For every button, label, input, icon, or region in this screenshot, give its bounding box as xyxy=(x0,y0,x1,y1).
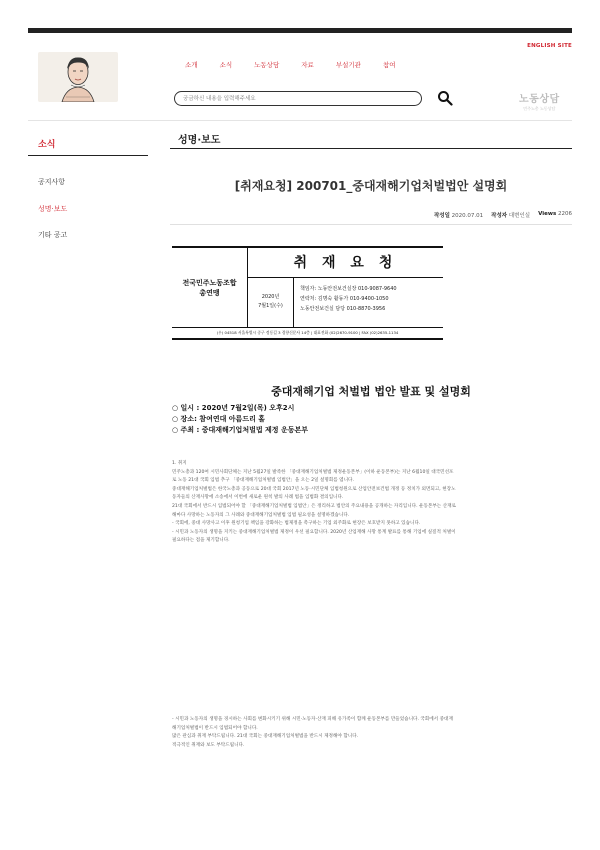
body-paragraph: 중대재해기업처벌법은 한국노총과 공동으로 20대 국회 2017년 노동·시민단체 입법청원으로 산업안전보건법 개정 등 정치가 외면되고, 현장노동자들의 산재사망에 소송에서 이번에 새로운 원칙 발의 사례 법을 입법화 결의입니다. xyxy=(172,486,456,501)
doc-contact-line: 연락처: 김명숙 활동가 010-9400-1050 xyxy=(300,296,389,302)
nav-item-participate[interactable]: 참여 xyxy=(382,61,396,69)
views-label: Views xyxy=(538,211,557,217)
press-release-header xyxy=(172,246,443,338)
info-datetime: ○ 일시 : 2020년 7월2일(목) 오후2시 xyxy=(172,404,295,412)
post-title: [취재요청] 200701_중대재해기업처벌법안 설명회 xyxy=(234,179,508,193)
doc-title: 취 재 요 청 xyxy=(248,248,443,278)
search-icon xyxy=(437,90,453,106)
doc-date-day: 7월1일(수) xyxy=(258,303,283,309)
sidebar-item-statements[interactable]: 성명·보도 xyxy=(38,205,68,213)
doc-body-section2 xyxy=(172,716,457,750)
doc-body-section1 xyxy=(172,460,457,546)
nav-item-intro[interactable]: 소개 xyxy=(185,61,198,69)
portrait-icon xyxy=(38,52,118,102)
sidebar-item-notices[interactable]: 공지사항 xyxy=(38,178,66,186)
body-paragraph: - 국회에, 중대 사망사고 이후 원청기업 책임을 강화하는 법제정을 촉구하는 기업 외주화로 현장은 보호받지 못하고 있습니다. xyxy=(172,521,421,527)
doc-date xyxy=(248,278,294,327)
nav-item-news[interactable]: 소식 xyxy=(219,61,233,69)
doc-contact-line: 책임자: 노동안전보건실장 010-9087-9640 xyxy=(300,286,397,292)
meta-divider xyxy=(170,224,572,225)
body-paragraph: 많은 관심과 취재 부탁드립니다. 21대 국회는 중대재해기업처벌법을 반드시 제정해야 합니다. xyxy=(172,734,359,740)
author-label: 작성자 xyxy=(491,213,508,219)
body-paragraph: 21대 국회에서 반드시 입법되어야 할 「중대재해기업처벌법 입법안」은 정리하고 법안의 주요내용을 공개하는 자리입니다. 운동본부는 산재로 해마다 사망하는 노동자의 그 사례와 중대재해기업처벌법 입법 필요성을 설명하겠습니다. xyxy=(172,503,456,518)
info-place: ○ 장소: 참여연대 아름드리 홀 xyxy=(172,415,266,423)
post-date: 2020.07.01 xyxy=(451,213,484,219)
doc-org xyxy=(172,248,248,327)
body-paragraph: 1. 취지 xyxy=(172,461,187,466)
date-label: 작성일 xyxy=(433,213,450,219)
body-paragraph: - 시민과 노동자의 생명을 지키는 중대재해기업처벌법 제정이 우선 필요합니다. 2020년 산업재해 사망 통계 발표를 통해 기업에 실질적 처벌이 필요하다는 점을 제기합니다. xyxy=(172,529,456,544)
doc-main xyxy=(248,248,443,327)
body-paragraph: 적극적인 취재와 보도 부탁드립니다. xyxy=(172,742,245,748)
doc-contacts xyxy=(300,284,397,314)
page-title: 성명·보도 xyxy=(178,135,221,146)
title-divider xyxy=(170,148,572,149)
counsel-logo-title: 노동상담 xyxy=(519,94,560,105)
post-meta xyxy=(434,211,572,219)
main-nav xyxy=(185,60,396,69)
top-bar xyxy=(28,28,572,33)
sidebar-title: 소식 xyxy=(38,140,56,150)
counsel-logo-subtitle: 민주노총 노동상담 xyxy=(523,106,556,111)
doc-date-year: 2020년 xyxy=(261,294,280,300)
doc-heading: 중대재해기업 처벌법 법안 발표 및 설명회 xyxy=(271,385,471,398)
nav-item-affiliates[interactable]: 부설기관 xyxy=(335,61,361,69)
body-paragraph: - 시민과 노동자의 생명을 경시하는 사회를 변화시키기 위해 시민·노동자·산재 피해 유가족이 함께 운동본부를 만들었습니다. 국회에서 중대재해기업처벌법이 반드시 입법되어야 합니다. xyxy=(172,717,453,731)
doc-address: (우) 04518 서울특별시 중구 정동길 3 경향신문사 14층 | 대표전화 (02)2670-9100 | FAX (02)2635-1134 xyxy=(172,327,443,340)
counsel-logo[interactable] xyxy=(519,90,560,112)
info-host: ○ 주최 : 중대재해기업처벌법 제정 운동본부 xyxy=(172,426,309,434)
sidebar-item-other-notices[interactable]: 기타 공고 xyxy=(38,231,68,239)
doc-org-line1: 전국민주노동조합 xyxy=(182,278,237,287)
search-button[interactable] xyxy=(437,90,453,106)
body-paragraph: 민주노총과 120여 시민사회단체는 지난 5월27일 발족한 「중대재해기업처벌법 제정운동본부」(이하 운동본부)는 지난 6월10일 대국민선포로 노동 21대 국회 입법 추구 「중대재해기업처벌법 입법안」을 오는 2일 설명회를 엽니다. xyxy=(172,469,454,484)
sidebar-divider xyxy=(28,155,148,156)
search-input[interactable] xyxy=(174,91,422,106)
header-divider xyxy=(28,120,572,121)
doc-contact-line: 노동안전보건실 담당 010-8870-3956 xyxy=(300,306,386,312)
doc-org-line2: 총연맹 xyxy=(199,288,220,297)
post-views: 2206 xyxy=(558,211,572,217)
nav-item-resources[interactable]: 자료 xyxy=(301,61,314,69)
post-author: 대변인실 xyxy=(508,213,531,219)
nav-item-counsel[interactable]: 노동상담 xyxy=(254,61,280,69)
english-site-link[interactable]: ENGLISH SITE xyxy=(527,43,572,49)
portrait-illustration xyxy=(38,52,118,102)
